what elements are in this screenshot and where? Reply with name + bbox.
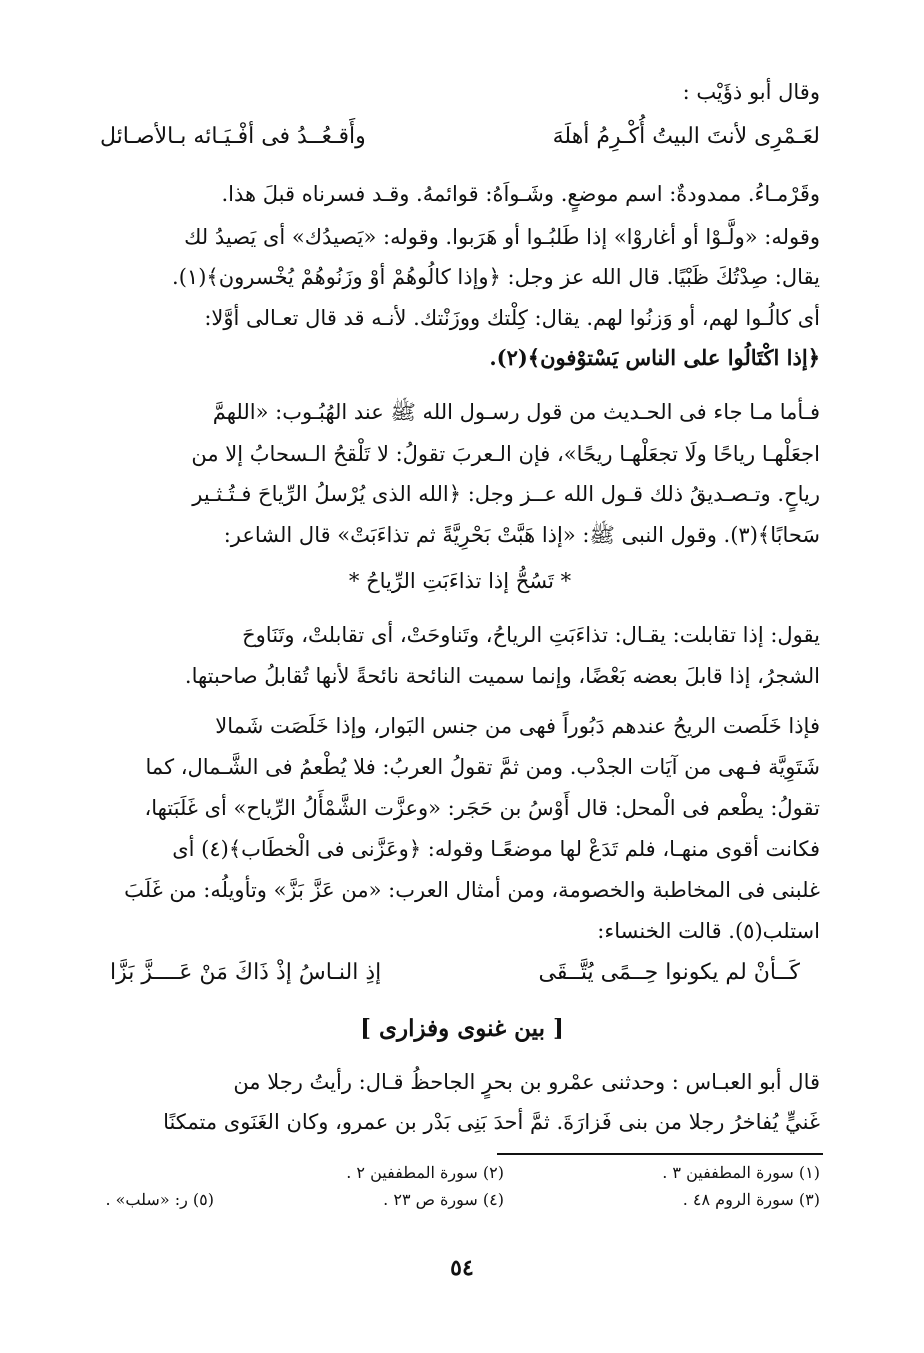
verse-2: * تَسُحُّ إذا تذاءَبَتِ الرِّياحُ * (348, 569, 572, 593)
footnote-3: (٣) سورة الروم ٤٨ . (682, 1190, 820, 1209)
para4-line-6: استلب(٥). قالت الخنساء: (597, 919, 820, 943)
para2-line-2: اجعَلْهـا رياحًا ولَا تجعَلْهـا ريحًا»، فإن الـعربَ تقولُ: لا تَلْقحُ الـسحابُ إلا من (191, 442, 820, 466)
para1-line-2: وقوله: «ولَّـوْا أو أغاروْا» إذا طَلبُـوا أو هَرَبوا. وقوله: «يَصيدُك» أى يَصيدُ لك (184, 225, 820, 249)
para1-line-5: ﴿إذا اكْتَالُوا على الناس يَسْتوْفون﴾(٢). (489, 345, 820, 370)
para4-line-2: شَتَوِيَّة فـهى من آيَات الجدْب. ومن ثمَّ تقولُ العربُ: فلا يُطْعمُ فى الشَّـمال، كما (145, 755, 820, 779)
footnote-2: (٢) سورة المطففين ٢ . (346, 1163, 504, 1182)
verse-3 (110, 958, 800, 988)
verse-1-second-hemistich: وأَقـعُــدُ فى أفْـيَـائه بـالأصـائل (100, 124, 366, 149)
para1-line-3: يقال: صِدْتُكَ ظَبْيًا. قال الله عز وجل: ﴿وإذا كالُوهُمْ أوْ وزَنُوهُمْ يُخْسرون﴾(١). (172, 265, 820, 289)
verse-3-first-hemistich: كَــأنْ لم يكونوا حِــمًى يُتَّــقَى (538, 960, 800, 985)
footnote-1: (١) سورة المطففين ٣ . (662, 1163, 820, 1182)
para2-line-4: سَحابًا﴾(٣). وقول النبى ﷺ: «إذا هَبَّتْ بَحْرِيَّةً ثم تذاءَبَتْ» قال الشاعر: (223, 523, 820, 547)
page-number: ٥٤ (450, 1255, 474, 1281)
para4-line-1: فإذا خَلَصت الريحُ عندهم دَبُوراً فهى من جنس البَوار، وإذا خَلَصَت شَمالا (215, 714, 820, 738)
para4-line-5: غلبنى فى المخاطبة والخصومة، ومن أمثال العرب: «من عَزَّ بَزَّ» وتأويلُه: من غَلَبَ (124, 878, 820, 902)
para4-line-4: فكانت أقوى منهـا، فلم تَدَعْ لها موضعًـا وقوله: ﴿وعَزَّنى فى الْخطَاب﴾(٤) أى (172, 837, 820, 861)
verse-1-first-hemistich: لعَـمْرِى لأنتَ البيتُ أُكْـرِمُ أهلَهَ (552, 124, 820, 149)
para3-line-2: الشجرُ، إذا قابلَ بعضه بَعْضًا، وإنما سميت النائحة نائحةً لأنها تُقابلُ صاحبتها. (184, 664, 820, 688)
intro-line: وقال أبو ذؤَيْب : (682, 80, 820, 104)
para5-line-2: غَنيٍّ يُفاخرُ رجلا من بنى فَزارَةَ. ثمَّ أحدَ بَنِى بَدْر بن عمرو، وكان الغَنَوى متمكنًا (163, 1110, 820, 1134)
para4-line-3: تقولُ: يطْعم فى الْمحل: قال أَوْسُ بن حَجَر: «وعزَّت الشَّمْأَلُ الرِّياح» أى غَلَبَتها، (144, 796, 820, 820)
para1-line-1: وقَرْمـاءُ. ممدودةٌ: اسم موضعٍ. وشَـواَهُ: قوائمهُ. وقـد فسرناه قبلَ هذا. (221, 182, 820, 206)
para2-line-1: فـأما مـا جاء فى الحـديث من قول رسـول الله ﷺ عند الهُبُـوب: «اللهمَّ (212, 400, 820, 424)
footnote-5: (٥) ر: «سلب» . (105, 1190, 214, 1209)
para2-line-3: رياحٍ. وتـصـديقُ ذلك قـول الله عــز وجل: ﴿الله الذى يُرْسلُ الرِّياحَ فـتُـثـير (192, 482, 820, 506)
section-heading: [ بين غنوى وفزارى ] (360, 1015, 564, 1042)
footnote-divider (497, 1153, 823, 1155)
footnote-4: (٤) سورة ص ٢٣ . (383, 1190, 504, 1209)
para3-line-1: يقول: إذا تقابلت: يقـال: تذاءَبَتِ الرياحُ، وتَناوحَتْ، أى تقابلتْ، وتَنَاوحَ (242, 623, 820, 647)
verse-1 (100, 122, 820, 152)
verse-3-second-hemistich: إذِ النـاسُ إذْ ذَاكَ مَنْ عَــــزَّ بَزَّا (110, 960, 382, 985)
para5-line-1: قال أبو العبـاس : وحدثنى عمْرو بن بحرٍ الجاحظُ قـال: رأيتُ رجلا من (233, 1070, 820, 1094)
para1-line-4: أى كالُـوا لهم، أو وَزنُوا لهم. يقال: كِلْتك ووزَنْتك. لأنـه قد قال تعـالى أوَّلا: (204, 306, 820, 330)
